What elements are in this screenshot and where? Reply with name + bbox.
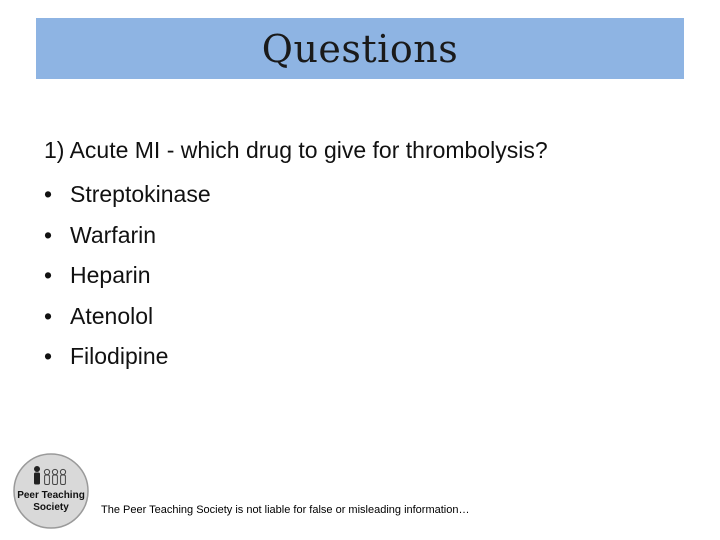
question-text: 1) Acute MI - which drug to give for thrombolysis?	[44, 137, 548, 163]
bullet-icon: •	[44, 221, 53, 248]
answer-option-label: Heparin	[70, 262, 151, 288]
bullet-icon: •	[44, 302, 53, 329]
answer-option	[44, 336, 211, 377]
answer-option	[44, 215, 211, 256]
answer-option-label: Atenolol	[70, 302, 154, 329]
answer-option	[44, 255, 211, 296]
answer-option	[44, 174, 211, 215]
answer-option-label: Filodipine	[70, 343, 169, 369]
disclaimer-text: The Peer Teaching Society is not liable for false or misleading information…	[101, 504, 470, 516]
slide-title: Questions	[261, 26, 459, 71]
bullet-icon: •	[44, 181, 53, 207]
answer-option-label: Warfarin	[70, 221, 157, 248]
answer-option-label: Streptokinase	[70, 181, 211, 207]
title-bar	[36, 18, 684, 79]
peer-teaching-society-logo	[12, 452, 90, 530]
logo-text-line1: Peer Teaching	[17, 490, 85, 501]
bullet-icon: •	[44, 343, 53, 369]
bullet-icon: •	[44, 262, 53, 288]
answer-options-list	[44, 174, 211, 377]
answer-option	[44, 296, 211, 337]
logo-text-line2: Society	[33, 502, 69, 513]
